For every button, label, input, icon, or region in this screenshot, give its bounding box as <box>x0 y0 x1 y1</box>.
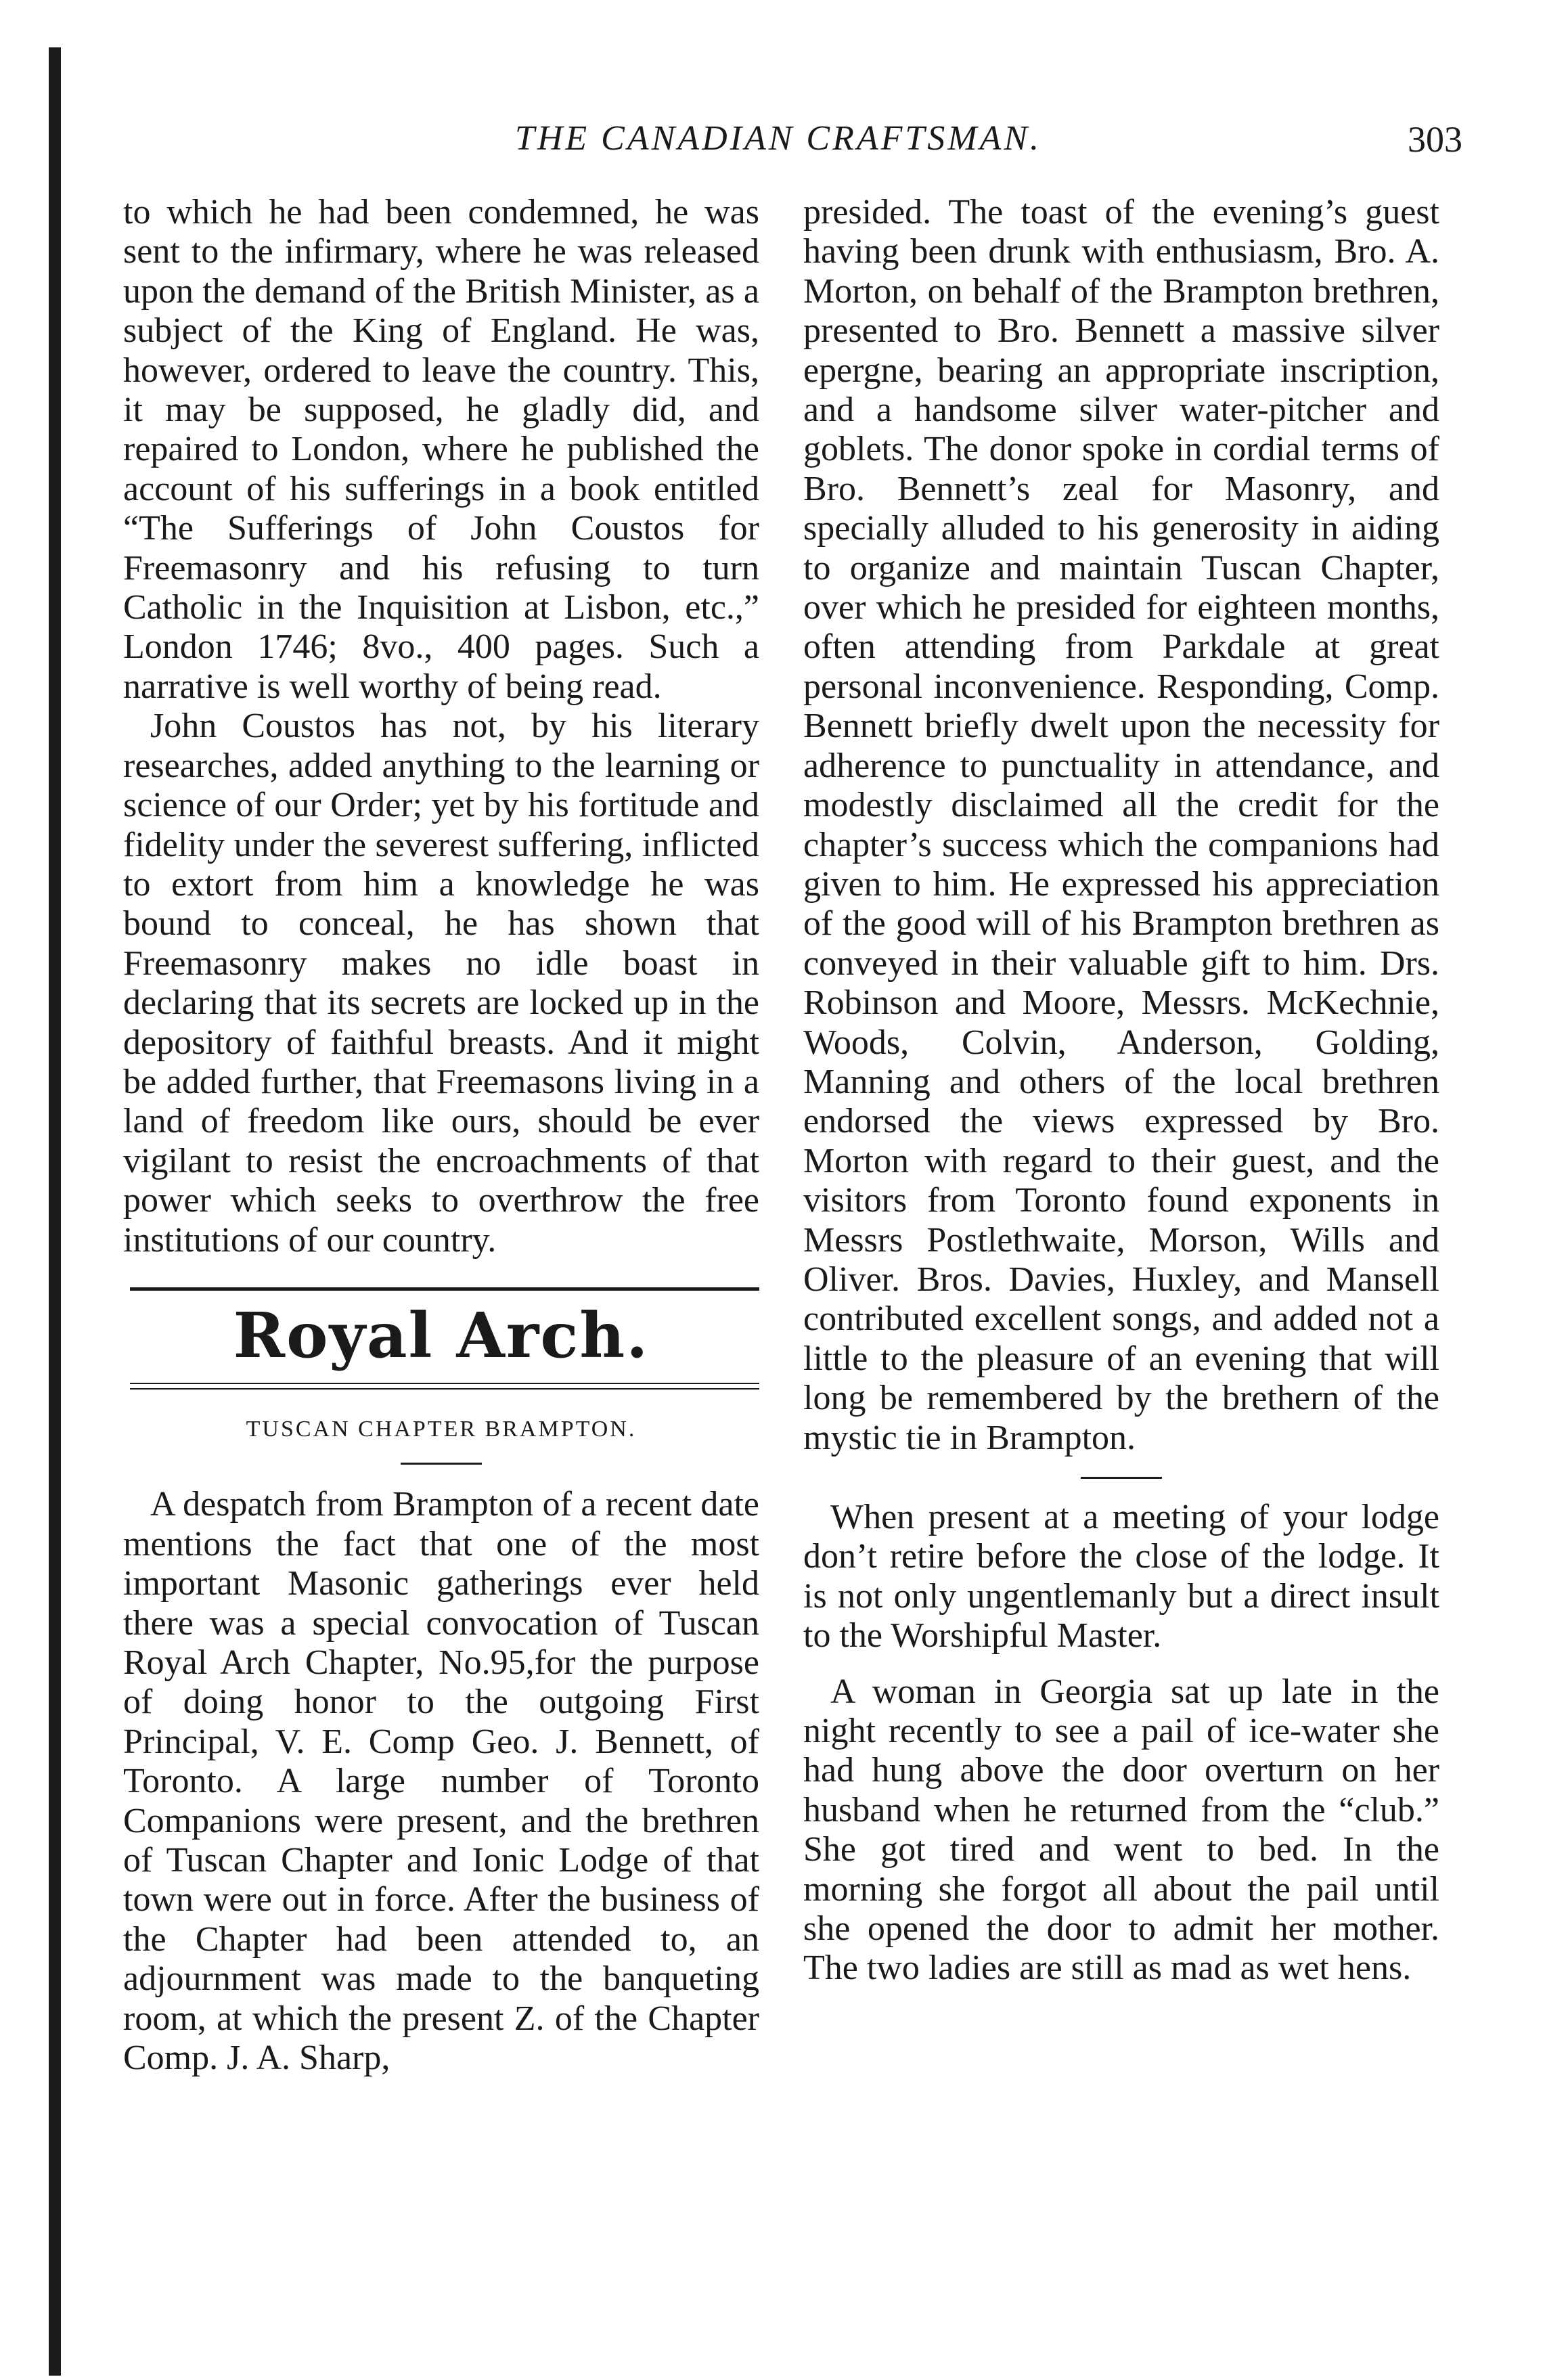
tuscan-chapter-paragraph-continued: presided. The toast of the evening’s guest having been drunk with enthusiasm, Bro. A. Morton, on behalf of the Brampton brethren, presented to Bro. Bennett a massive silver epergne, bearing an appropriate inscription, and a handsome silver water-pitcher and goblets. The donor spoke in cordial terms of Bro. Bennett’s zeal for Masonry, and specially alluded to his generosity in aiding to organize and maintain Tuscan Chapter, over which he presided for eighteen months, often attending from Parkdale at great personal inconvenience. Responding, Comp. Bennett briefly dwelt upon the necessity for adherence to punctuality in attendance, and modestly disclaimed all the credit for the chapter’s success which the companions had given to him. He expressed his appreciation of the good will of his Brampton brethren as conveyed in their valuable gift to him. Drs. Robinson and Moore, Messrs. McKechnie, Woods, Colvin, Anderson, Golding, Manning and others of the local brethren endorsed the views expressed by Bro. Morton with regard to their guest, and the visitors from Toronto found exponents in Messrs Postlethwaite, Morson, Wills and Oliver. Bros. Davies, Huxley, and Mansell contributed excellent songs, and added not a little to the pleasure of an evening that will long be remembered by the brethern of the mystic tie in Brampton. <box>803 193 1439 1457</box>
georgia-anecdote-paragraph: A woman in Georgia sat up late in the night recently to see a pail of ice-water she had hung above the door overturn on her husband when he returned from the “club.” She got tired and went to bed. In the morning she forgot all about the pail until she opened the door to admit her mother. The two ladies are still as mad as wet hens. <box>803 1672 1439 1988</box>
section-divider-top <box>130 1287 759 1291</box>
tuscan-chapter-paragraph: A despatch from Brampton of a recent date mentions the fact that one of the most important Masonic gatherings ever held there was a special convocation of Tuscan Royal Arch Chapter, No.95,for the purpose of doing honor to the outgoing First Principal, V. E. Comp Geo. J. Bennett, of Toronto. A large number of Toronto Companions were present, and the brethren of Tuscan Chapter and Ionic Lodge of that town were out in force. After the business of the Chapter had been attended to, an adjournment was made to the banqueting room, at which the present Z. of the Chapter Comp. J. A. Sharp, <box>123 1485 759 2078</box>
binding-edge <box>49 47 61 2376</box>
left-column <box>123 193 759 2078</box>
section-divider-bottom <box>130 1383 759 1384</box>
running-head <box>0 118 1568 173</box>
article-subheading: TUSCAN CHAPTER BRAMPTON. <box>246 1416 637 1442</box>
article-separator-rule <box>1081 1477 1162 1479</box>
section-divider-bottom-double <box>130 1388 759 1390</box>
section-heading: Royal Arch. <box>233 1298 650 1372</box>
coustos-paragraph-conclusion: John Coustos has not, by his literary researches, added anything to the learning or science of our Order; yet by his fortitude and fidelity under the severest suffering, inflicted to extort from him a knowledge he was bound to conceal, he has shown that Freemasonry makes no idle boast in declaring that its secrets are locked up in the depository of faithful breasts. And it might be added further, that Freemasons living in a land of freedom like ours, should be ever vigilant to resist the encroachments of that power which seeks to overthrow the free institutions of our country. <box>123 707 759 1260</box>
lodge-etiquette-paragraph: When present at a meeting of your lodge don’t retire before the close of the lodge. It is not only ungentlemanly but a direct insult to the Worshipful Master. <box>803 1498 1439 1656</box>
subheading-rule <box>401 1463 482 1465</box>
coustos-paragraph-continued: to which he had been condemned, he was sent to the infirmary, where he was released upon the demand of the British Minister, as a subject of the King of England. He was, however, ordered to leave the country. This, it may be supposed, he gladly did, and repaired to London, where he published the account of his sufferings in a book entitled “The Sufferings of John Coustos for Freemasonry and his refusing to turn Catholic in the Inquisition at Lisbon, etc.,” London 1746; 8vo., 400 pages. Such a narrative is well worthy of being read. <box>123 193 759 706</box>
right-column <box>803 193 1439 1989</box>
journal-title: THE CANADIAN CRAFTSMAN. <box>514 119 1042 158</box>
page-number: 303 <box>1408 119 1462 160</box>
